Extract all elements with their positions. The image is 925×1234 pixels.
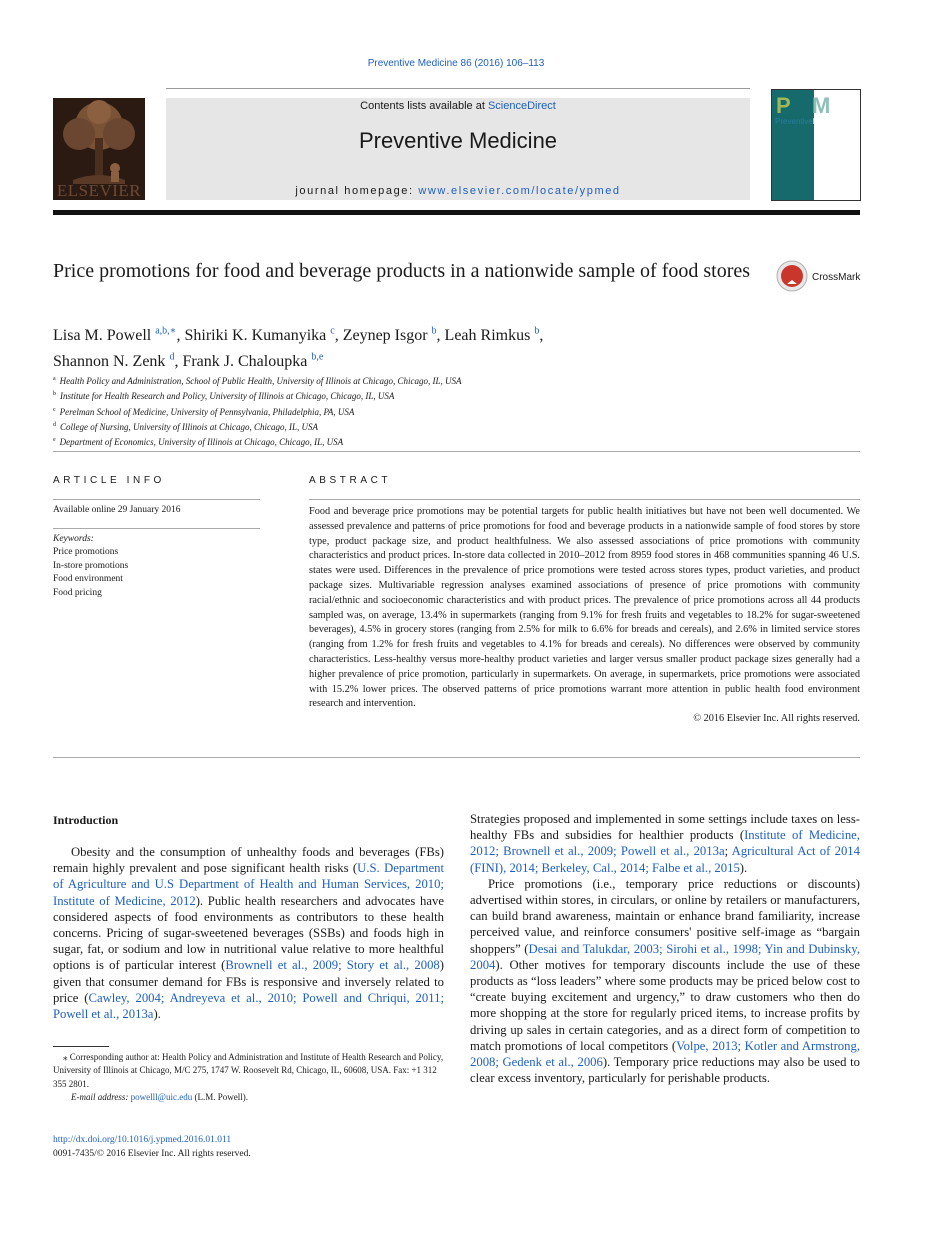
email-label: E-mail address: [71,1091,131,1102]
paragraph-text: Strategies proposed and implemented in some settings include taxes on less-healthy FBs and subsidies for healthier products ( [470,812,860,843]
doi-link[interactable]: http://dx.doi.org/10.1016/j.ypmed.2016.01.011 [53,1135,232,1145]
affiliation-item [53,388,753,403]
affiliation-key: e [53,437,56,444]
abstract-copyright: © 2016 Elsevier Inc. All rights reserved. [693,713,860,725]
affiliation-item [53,419,753,434]
paragraph-text: ). Public health researchers and advocates have considered aspects of food environments as contributors to these health concerns. Pricing of sugar-sweetened beverages (SSBs) and foods high in sugar, fat, or sodium and low in nutritional value relative to more healthful options is of particular interest ( [53,893,444,973]
cover-letter-p: P [776,93,791,118]
keyword-item: Price promotions [53,547,119,558]
paragraph-text: ). [153,1007,161,1022]
available-online: Available online 29 January 2016 [53,505,181,515]
citation-link[interactable]: Institute of Medicine, 2012; Brownell et al., 2009; Powell et al., 2013a [470,828,860,859]
citation-link[interactable]: U.S. Department of Agriculture and U.S Department of Health and Human Services, 2010; Institute of Medicine, 2012 [53,861,444,908]
author-name: Lisa M. Powell [53,327,156,345]
abstract-end-rule [53,757,860,758]
abstract-text: Food and beverage price promotions may be potential targets for public health initiatives but have not been well documented. We assessed prevalence and patterns of price promotions for food and beverage products in a nationwide sample of food stores by store type, product package size, and product healthfulness. We also assessed associations of price promotions with community characteristics and product prices. In-store data collected in 2010–2012 from 8959 food stores in 468 communities spanning 46 U.S. states were used. Differences in the prevalence of price promotions were tested across stores types, product varieties, and product package sizes. Multivariable regression analyses examined associations of presence of price promotions with community racial/ethnic and socioeconomic characteristics and with product prices. The prevalence of price promotions across all 44 products sampled was, on average, 13.4% in supermarkets (ranging from 9.1% for fresh fruits and vegetables to 18.2% for sugar-sweetened beverages), 4.5% in grocery stores (ranging from 2.5% for milk to 6.6% for breads and cereals), and 2.6% in limited service stores (ranging from 1.2% for fresh fruits and vegetables to 4.1% for breads and cereals). No differences were observed by community characteristics. Less-healthy versus more-healthy product varieties and larger versus smaller product package sizes generally had a higher prevalence of price promotion, particularly in supermarkets. On average, in supermarkets, price promotions were associated with 15.2% lower prices. The observed patterns of price promotions warrant more attention in public health food environment research and intervention. [309,506,860,710]
header-divider [53,210,860,215]
author-name: Leah Rimkus [444,327,535,345]
keyword-item: In-store promotions [53,560,129,571]
section-divider [53,451,860,452]
sciencedirect-link[interactable]: ScienceDirect [487,100,556,112]
keyword-item: Food environment [53,574,123,585]
abstract-rule [309,499,860,500]
contents-line: Contents lists available at ScienceDirect [360,100,556,112]
affiliation-text: Perelman School of Medicine, University of Pennsylvania, Philadelphia, PA, USA [59,406,355,417]
paragraph-text: ). Temporary price reductions may also be used to clear excess inventory, particularly for perishable products. [470,1055,861,1086]
author-affiliation-marker[interactable]: b [431,326,437,337]
paragraph-text: ). Other motives for temporary discounts include the use of these products as “loss leaders” where some products may be priced below cost to “create buying excitement and urgency,” to draw customers who then do more shopping at the store for regularly priced items, to increase profits by driving up sales in certain categories, and as a direct form of competition to match promotions of local competitors ( [470,957,860,1053]
cover-label: PreventiveMedicine [775,117,845,126]
author-name: Zeynep Isgor [342,327,432,345]
crossmark-label: CrossMark [812,272,861,283]
header-rule [166,88,750,89]
author-name: Frank J. Chaloupka [182,352,312,370]
journal-cover [771,89,861,201]
journal-reference[interactable]: Preventive Medicine 86 (2016) 106–113 [367,58,545,69]
keywords-rule [53,528,260,529]
abstract [309,505,860,727]
footnote-marker: ⁎ [63,1052,68,1062]
author-name: Shannon N. Zenk [53,352,170,370]
paragraph-text: Obesity and the consumption of unhealthy foods and beverages (FBs) remain highly prevalent and pose significant health risks ( [53,845,444,876]
citation-link[interactable]: Agricultural Act of 2014 (FINI), 2014; Berkeley, Cal., 2014; Falbe et al., 2015 [470,844,860,875]
affiliation-key: d [53,421,56,428]
body-column-right [470,811,860,1086]
footnote-rule [53,1046,109,1047]
elsevier-logo [53,98,145,200]
intro-paragraph-1 [53,844,444,1022]
cover-letter-m: M [812,93,831,118]
email-link[interactable]: powelll@uic.edu [130,1091,193,1102]
keywords-block [53,533,128,600]
keyword-item: Food pricing [53,587,102,598]
crossmark-badge[interactable] [776,260,866,294]
journal-title: Preventive Medicine [358,128,558,153]
journal-homepage: journal homepage: www.elsevier.com/locate/ypmed [295,185,621,197]
affiliation-key: b [53,391,56,398]
author-affiliation-marker[interactable]: b,e [311,351,324,363]
affiliation-item [53,404,753,419]
citation-link[interactable]: Brownell et al., 2009; Story et al., 2008 [225,958,440,973]
corresponding-author-footnote: ⁎ Corresponding author at: Health Policy and Administration and Institute of Health Research and Policy, University of Illinois at Chicago, M/C 275, 1747 W. Roosevelt Rd, Chicago, IL, 60608, USA. Fax: +1 312 355 2801. E-mail address: powelll@uic.edu (L.M. Powell). [53,1052,444,1102]
keywords-label: Keywords: [53,534,94,544]
paragraph-text: Price promotions (i.e., temporary price reductions or discounts) advertised within stores, in circulars, or online by retailers or manufacturers, can build brand awareness, maintain or enhance brand familiarity, increase perceived value, and reinforce consumers' positive self-image as “bargain shoppers” ( [470,876,860,956]
introduction-heading: Introduction [53,813,119,827]
article-info-heading: ARTICLE INFO [53,475,165,486]
author-list: Lisa M. Powell $^{a,b,∗}$, Shiriki K. Kumanyika $^c$, Zeynep Isgor $^b$, Leah Rimkus $^b$, Shannon N. Zenk $^d$, Frank J. Chaloupka $^{b,e}$ [53,326,544,370]
affiliation-item [53,373,753,388]
paragraph-text: ; [724,844,732,859]
author-affiliation-marker[interactable]: c [330,326,335,337]
affiliation-text: Institute for Health Research and Policy, University of Illinois at Chicago, Chicago, IL, USA [60,391,395,402]
author-name: Shiriki K. Kumanyika [184,327,331,345]
citation-link[interactable]: Desai and Talukdar, 2003; Sirohi et al., 1998; Yin and Dubinsky, 2004 [470,941,860,972]
author-affiliation-marker[interactable]: a,b,∗ [155,326,177,337]
affiliation-text: Department of Economics, University of Illinois at Chicago, Chicago, IL, USA [59,437,344,448]
footnote-text: Corresponding author at: Health Policy and Administration and Institute of Health Research and Policy, University of Illinois at Chicago, M/C 275, 1747 W. Roosevelt Rd, Chicago, IL, 60608, USA. Fax: +1 312 355 2801. [53,1052,444,1089]
affiliation-list [53,373,753,449]
body-column-left [53,844,444,1022]
author-affiliation-marker[interactable]: d [169,351,175,363]
affiliation-text: Health Policy and Administration, School of Public Health, University of Illinois at Chicago, Chicago, IL, USA [59,376,462,386]
crossmark-icon [776,260,808,292]
citation-link[interactable]: Cawley, 2004; Andreyeva et al., 2010; Powell and Chriqui, 2011; Powell et al., 2013a [53,990,444,1022]
article-info-rule [53,499,260,500]
citation-link[interactable]: Volpe, 2013; Kotler and Armstrong, 2008; Gedenk et al., 2006 [470,1038,861,1070]
intro-paragraph-3 [470,876,860,1087]
article-title: Price promotions for food and beverage products in a nationwide sample of food stores [53,260,751,282]
abstract-heading: ABSTRACT [309,475,392,486]
author-affiliation-marker[interactable]: b [534,326,540,337]
issn-copyright: 0091-7435/© 2016 Elsevier Inc. All rights reserved. [53,1148,251,1159]
elsevier-wordmark: ELSEVIER [56,181,142,200]
journal-homepage-link[interactable]: www.elsevier.com/locate/ypmed [418,185,621,197]
affiliation-key: c [53,406,56,413]
affiliation-key: a [53,376,56,382]
affiliation-item [53,434,753,449]
page-footer [53,1134,251,1161]
intro-paragraph-2 [470,811,860,876]
paragraph-text: ). [739,860,748,875]
paragraph-text: ) given that consumer demand for FBs is responsive and inversely related to price ( [53,958,444,1005]
affiliation-text: College of Nursing, University of Illinois at Chicago, Chicago, IL, USA [60,421,318,432]
